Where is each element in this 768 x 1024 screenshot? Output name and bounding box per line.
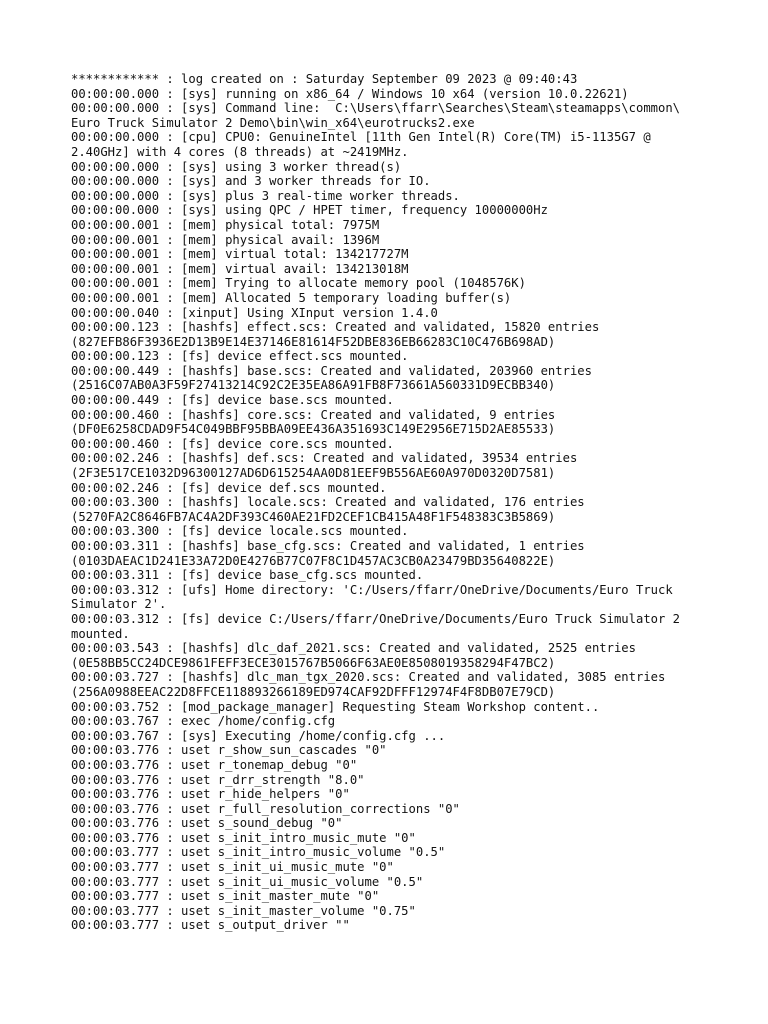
log-line: 00:00:03.776 : uset r_drr_strength "8.0" [71,772,365,787]
log-line: 00:00:00.001 : [mem] virtual total: 134217727M [71,247,409,262]
log-line: 00:00:03.777 : uset s_output_driver "" [71,918,350,933]
log-line: 00:00:03.777 : uset s_init_ui_music_mute "0" [71,860,394,875]
log-line: 00:00:00.001 : [mem] virtual avail: 134213018M [71,261,409,276]
log-line: 00:00:03.776 : uset s_init_intro_music_mute "0" [71,830,416,845]
log-line: 00:00:03.767 : [sys] Executing /home/config.cfg ... [71,728,446,743]
log-line: 00:00:03.312 : [fs] device C:/Users/ffarr/OneDrive/Documents/Euro Truck Simulator 2 [71,611,681,626]
log-line: 00:00:03.777 : uset s_init_master_mute "0" [71,889,380,904]
log-line: 00:00:00.040 : [xinput] Using XInput version 1.4.0 [71,305,438,320]
log-line: 00:00:00.449 : [fs] device base.scs mounted. [71,393,394,408]
log-line: 00:00:00.000 : [sys] running on x86_64 / Windows 10 x64 (version 10.0.22621) [71,86,629,101]
log-line: (0E58BB5CC24DCE9861FEFF3ECE3015767B5066F63AE0E8508019358294F47BC2) [71,655,556,670]
log-line: (DF0E6258CDAD9F54C049BBF95BBA09EE436A351693C149E2956E715D2AE85533) [71,422,556,437]
log-line: 00:00:03.777 : uset s_init_master_volume "0.75" [71,903,416,918]
log-line: 00:00:03.311 : [fs] device base_cfg.scs mounted. [71,568,424,583]
log-line: 00:00:03.776 : uset r_tonemap_debug "0" [71,757,358,772]
log-line: 00:00:03.776 : uset r_show_sun_cascades "0" [71,743,387,758]
log-line: 00:00:00.001 : [mem] physical total: 7975M [71,217,380,232]
log-line: 00:00:02.246 : [hashfs] def.scs: Created and validated, 39534 entries [71,451,578,466]
log-line: 00:00:03.752 : [mod_package_manager] Requesting Steam Workshop content.. [71,699,600,714]
log-line: 00:00:03.727 : [hashfs] dlc_man_tgx_2020.scs: Created and validated, 3085 entries [71,670,666,685]
log-line: 00:00:02.246 : [fs] device def.scs mounted. [71,480,387,495]
log-line: Simulator 2'. [71,597,167,612]
log-line: 00:00:00.001 : [mem] physical avail: 1396M [71,232,380,247]
log-line: ************ : log created on : Saturday September 09 2023 @ 09:40:43 [71,72,578,86]
log-line: (5270FA2C8646FB7AC4A2DF393C460AE21FD2CEF1CB415A48F1F548383C3B5869) [71,509,556,524]
log-line: Euro Truck Simulator 2 Demo\bin\win_x64\eurotrucks2.exe [71,115,475,130]
log-line: 00:00:03.543 : [hashfs] dlc_daf_2021.scs: Created and validated, 2525 entries [71,641,636,656]
log-line: 00:00:00.000 : [sys] plus 3 real-time worker threads. [71,188,460,203]
log-line: 00:00:03.776 : uset r_hide_helpers "0" [71,787,350,802]
log-line: 00:00:03.311 : [hashfs] base_cfg.scs: Created and validated, 1 entries [71,539,585,553]
log-line: 00:00:00.449 : [hashfs] base.scs: Created and validated, 203960 entries [71,363,592,378]
log-line: 00:00:00.000 : [sys] using QPC / HPET timer, frequency 10000000Hz [71,203,548,218]
log-line: 00:00:03.777 : uset s_init_ui_music_volume "0.5" [71,874,424,889]
log-line: 00:00:03.776 : uset s_sound_debug "0" [71,816,343,831]
log-line: mounted. [71,626,130,641]
log-line: 00:00:00.001 : [mem] Allocated 5 temporary loading buffer(s) [71,290,512,305]
log-line: 00:00:03.300 : [fs] device locale.scs mounted. [71,524,409,539]
log-line: 00:00:03.776 : uset r_full_resolution_corrections "0" [71,801,460,816]
log-line: 00:00:00.123 : [fs] device effect.scs mounted. [71,349,409,364]
log-line: 00:00:03.312 : [ufs] Home directory: 'C:/Users/ffarr/OneDrive/Documents/Euro Truck [71,582,673,597]
log-line: 00:00:00.460 : [fs] device core.scs mounted. [71,436,394,451]
log-line: 00:00:00.460 : [hashfs] core.scs: Created and validated, 9 entries [71,407,556,422]
log-line: 00:00:00.000 : [cpu] CPU0: GenuineIntel [11th Gen Intel(R) Core(TM) i5-1135G7 @ [71,130,651,145]
log-line: (2516C07AB0A3F59F27413214C92C2E35EA86A91FB8F73661A560331D9ECBB340) [71,378,556,393]
log-line: 00:00:03.767 : exec /home/config.cfg [71,714,336,729]
log-line: 00:00:00.000 : [sys] Command line: C:\Users\ffarr\Searches\Steam\steamapps\common\ [71,101,681,116]
log-line: 00:00:00.000 : [sys] and 3 worker threads for IO. [71,174,431,189]
log-line: (2F3E517CE1032D96300127AD6D615254AA0D81EEF9B556AE60A970D0320D7581) [71,466,556,481]
log-line: 00:00:03.300 : [hashfs] locale.scs: Created and validated, 176 entries [71,495,585,510]
log-line: (0103DAEAC1D241E33A72D0E4276B77C07F8C1D457AC3CB0A23479BD35640822E) [71,553,556,568]
log-line: 00:00:00.000 : [sys] using 3 worker thread(s) [71,159,402,174]
log-text [71,72,711,933]
log-line: (827EFB86F3936E2D13B9E14E37146E81614F52DBE836EB66283C10C476B698AD) [71,334,556,349]
log-line: (256A0988EEAC22D8FFCE118893266189ED974CAF92DFFF12974F4F8DB07E79CD) [71,684,556,699]
log-line: 00:00:00.123 : [hashfs] effect.scs: Created and validated, 15820 entries [71,320,600,335]
log-line: 2.40GHz] with 4 cores (8 threads) at ~2419MHz. [71,144,409,159]
log-line: 00:00:00.001 : [mem] Trying to allocate memory pool (1048576K) [71,276,526,291]
log-line: 00:00:03.777 : uset s_init_intro_music_volume "0.5" [71,845,446,860]
